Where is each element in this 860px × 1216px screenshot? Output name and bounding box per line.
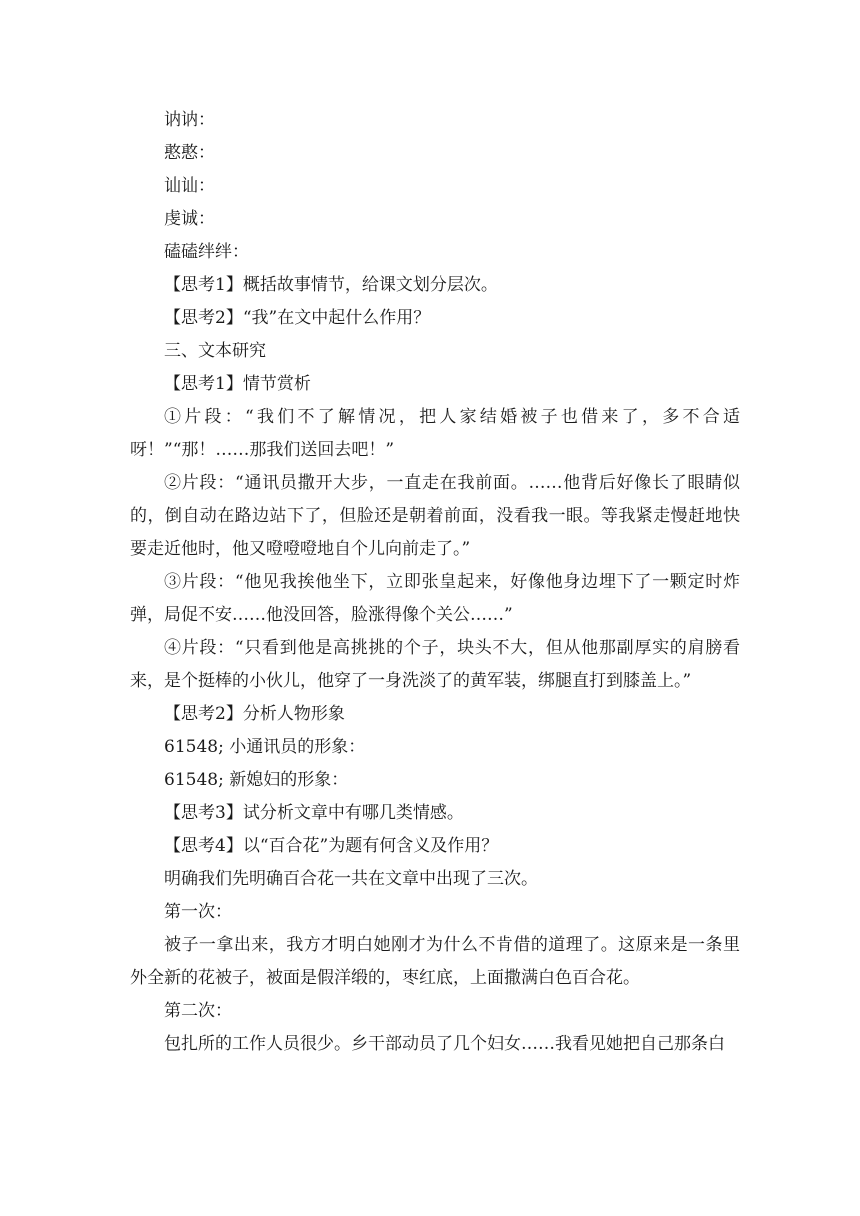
answer-intro: 明确我们先明确百合花一共在文章中出现了三次。 (164, 869, 538, 889)
excerpt-4: ④片段：“只看到他是高挑挑的个子，块头不大，但从他那副厚实的肩膀看来，是个挺棒的小伙儿，他穿了一身洗淡了的黄军装，绑腿直打到膝盖上。” (130, 638, 740, 691)
vocab-item-hanhan: 憨憨： (164, 143, 215, 163)
occurrence-1-text: 被子一拿出来，我方才明白她刚才为什么不肯借的道理了。这原来是一条里外全新的花被子，被面是假洋缎的，枣红底，上面撒满白色百合花。 (130, 935, 740, 988)
occurrence-2-text: 包扎所的工作人员很少。乡干部动员了几个妇女……我看见她把自己那条白 (164, 1034, 725, 1054)
question-title-meaning: 【思考4】以“百合花”为题有何含义及作用？ (164, 836, 499, 856)
question-plot-appreciation: 【思考1】情节赏析 (164, 374, 311, 394)
occurrence-1-label: 第一次： (164, 902, 232, 922)
excerpt-3: ③片段：“他见我挨他坐下，立即张皇起来，好像他身边埋下了一颗定时炸弹，局促不安……他没回答，脸涨得像个关公……” (130, 572, 740, 625)
section-heading-text-study: 三、文本研究 (164, 341, 266, 361)
question-character-analysis: 【思考2】分析人物形象 (164, 704, 345, 724)
vocab-item-kekebanban: 磕磕绊绊： (164, 242, 249, 262)
excerpt-1: ①片段：“我们不了解情况，把人家结婚被子也借来了，多不合适 呀！”“那！……那我们送回去吧！” (130, 407, 740, 460)
character-messenger: 61548; 小通讯员的形象： (164, 737, 366, 757)
vocab-item-nene: 讷讷： (164, 110, 215, 130)
occurrence-2-label: 第二次： (164, 1001, 232, 1021)
vocab-item-qiancheng: 虔诚： (164, 209, 215, 229)
excerpt-2: ②片段：“通讯员撒开大步，一直走在我前面。……他背后好像长了眼睛似的，倒自动在路边站下了，但脸还是朝着前面，没看我一眼。等我紧走慢赶地快要走近他时，他又噔噔噔地自个儿向前走了。” (130, 473, 740, 559)
question-narrator-role: 【思考2】“我”在文中起什么作用？ (164, 308, 431, 328)
character-bride: 61548; 新媳妇的形象： (164, 770, 349, 790)
vocab-item-shanshan: 讪讪： (164, 176, 215, 196)
question-emotions: 【思考3】试分析文章中有哪几类情感。 (164, 803, 464, 823)
document-body (130, 104, 740, 1061)
question-summarize-plot: 【思考1】概括故事情节，给课文划分层次。 (164, 275, 498, 295)
